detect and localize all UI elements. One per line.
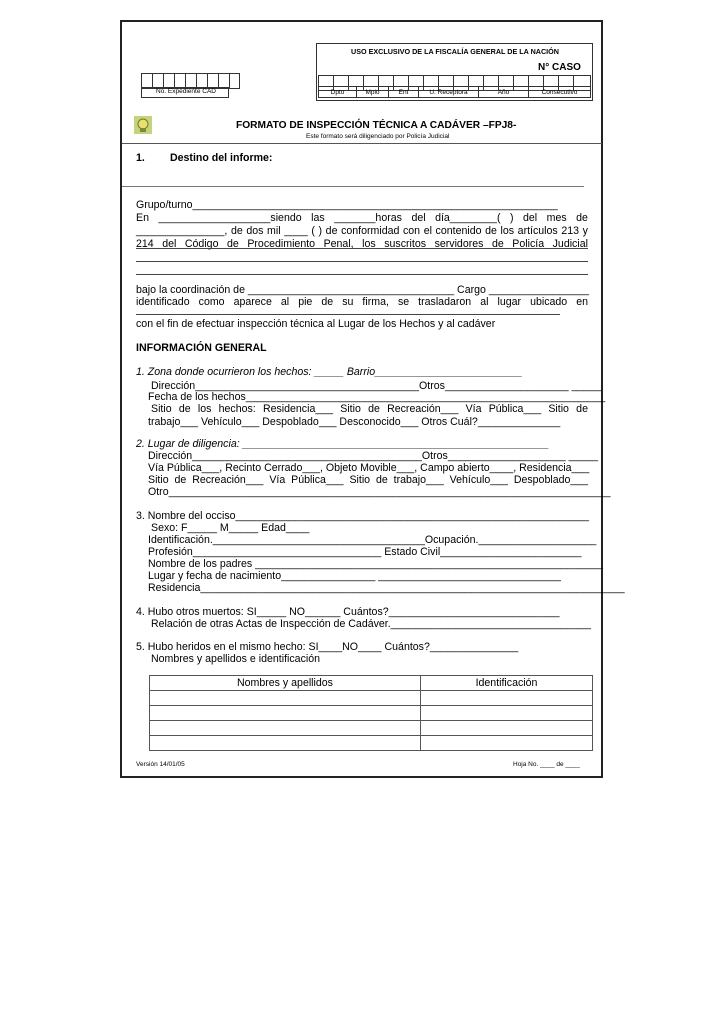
- section1-title: Destino del informe:: [170, 152, 273, 164]
- case-field-ent: Ent: [388, 86, 418, 98]
- grupo-turno-line[interactable]: Grupo/turno______________________________________________________________: [136, 199, 558, 211]
- caso-label: N° CASO: [538, 62, 581, 73]
- servidores-line-1[interactable]: [136, 248, 588, 249]
- q3-residencia[interactable]: Residencia________________________________________________________________________: [148, 582, 625, 594]
- intro-line-codigo: 214 del Código de Procedimiento Penal, los suscritos servidores de Policía Judicial: [136, 238, 588, 250]
- table-row[interactable]: [150, 736, 593, 751]
- coordinacion-line[interactable]: bajo la coordinación de ___________________________________ Cargo _________________: [136, 284, 590, 296]
- form-title: FORMATO DE INSPECCIÓN TÉCNICA A CADÁVER –FPJ8-: [236, 120, 517, 131]
- info-general-title: INFORMACIÓN GENERAL: [136, 342, 267, 354]
- form-subtitle: Este formato será diligenciado por Policía Judicial: [306, 133, 450, 140]
- inspeccion-line: con el fin de efectuar inspección técnica al Lugar de los Hechos y al cadáver: [136, 318, 496, 330]
- table-row[interactable]: [150, 721, 593, 736]
- case-field-consecutivo: Consecutivo: [528, 86, 591, 98]
- q1-sitio[interactable]: Sitio de los hechos: Residencia___ Sitio de Recreación___ Vía Pública___ Sitio de: [151, 403, 588, 415]
- q1-zona[interactable]: 1. Zona donde ocurrieron los hechos: _____ Barrio_________________________: [136, 366, 523, 378]
- case-field-labels: [318, 86, 591, 98]
- q5-nombres-label: Nombres y apellidos e identificación: [151, 653, 320, 665]
- q1-direccion[interactable]: Dirección______________________________________Otros_____________________ _____: [151, 380, 602, 392]
- case-field-receptora: U. Receptora: [418, 86, 478, 98]
- q3-nacimiento[interactable]: Lugar y fecha de nacimiento________________ _______________________________: [148, 570, 561, 582]
- servidores-line-3[interactable]: [136, 274, 588, 275]
- q2-via[interactable]: Vía Pública___, Recinto Cerrado___, Objeto Movible___, Campo abierto____, Residencia___: [148, 462, 590, 474]
- section-rule-top: [122, 143, 602, 144]
- q2-otro[interactable]: Otro___________________________________________________________________________: [148, 486, 611, 498]
- identificado-line: identificado como aparece al pie de su firma, se trasladaron al lugar ubicado en: [136, 296, 589, 308]
- case-field-mpio: Mpio: [356, 86, 388, 98]
- intro-line-en[interactable]: En ___________________siendo las _______horas del día________( ) del mes de: [136, 212, 588, 224]
- q1-fecha[interactable]: Fecha de los hechos_____________________________________________________________: [148, 391, 606, 403]
- case-field-dpto: Dpto: [318, 86, 356, 98]
- q3-profesion[interactable]: Profesión________________________________ Estado Civil________________________: [148, 546, 582, 558]
- table-header-row: [150, 676, 593, 691]
- q4-otros-muertos[interactable]: 4. Hubo otros muertos: SI_____ NO______ Cuántos?_____________________________: [136, 606, 560, 618]
- hoja-label: Hoja No. ____ de ____: [513, 761, 580, 768]
- version-label: Versión 14/01/05: [136, 761, 185, 768]
- fiscalia-emblem-icon: [134, 116, 152, 134]
- col-identificacion-header: Identificación: [421, 676, 593, 691]
- case-field-ano: Año: [478, 86, 528, 98]
- expediente-label: No. Expediente CAD: [156, 88, 216, 95]
- destino-fill-line: [122, 186, 584, 187]
- q3-identificacion[interactable]: Identificación.____________________________________Ocupación.____________________: [148, 534, 597, 546]
- ubicado-line[interactable]: [136, 314, 560, 315]
- q1-trabajo[interactable]: trabajo___ Vehículo___ Despoblado___ Desconocido___ Otros Cuál?______________: [148, 416, 561, 428]
- q2-direccion[interactable]: Dirección_______________________________________Otros____________________ _____: [148, 450, 599, 462]
- uso-exclusivo-label: USO EXCLUSIVO DE LA FISCALÍA GENERAL DE LA NACIÓN: [351, 47, 559, 56]
- q3-padres[interactable]: Nombre de los padres ___________________________________________________________: [148, 558, 603, 570]
- q2-sitio[interactable]: Sitio de Recreación___ Vía Pública___ Sitio de trabajo___ Vehículo___ Despoblado___: [148, 474, 589, 486]
- intro-line-dos-mil[interactable]: _______________, de dos mil ____ ( ) de conformidad con el contenido de los artículos 213 y: [136, 225, 588, 237]
- servidores-line-2[interactable]: [136, 261, 588, 262]
- q4-relacion[interactable]: Relación de otras Actas de Inspección de Cadáver.__________________________________: [151, 618, 592, 630]
- col-nombres-header: Nombres y apellidos: [150, 676, 421, 691]
- section1-number: 1.: [136, 152, 145, 164]
- q2-lugar[interactable]: 2. Lugar de diligencia: ____________________________________________________: [136, 438, 549, 450]
- q3-sexo[interactable]: Sexo: F_____ M_____ Edad____: [151, 522, 310, 534]
- q3-occiso[interactable]: 3. Nombre del occiso____________________________________________________________: [136, 510, 590, 522]
- table-row[interactable]: [150, 706, 593, 721]
- q5-heridos[interactable]: 5. Hubo heridos en el mismo hecho: SI____NO____ Cuántos?_______________: [136, 641, 519, 653]
- table-row[interactable]: [150, 691, 593, 706]
- heridos-table: [149, 675, 593, 751]
